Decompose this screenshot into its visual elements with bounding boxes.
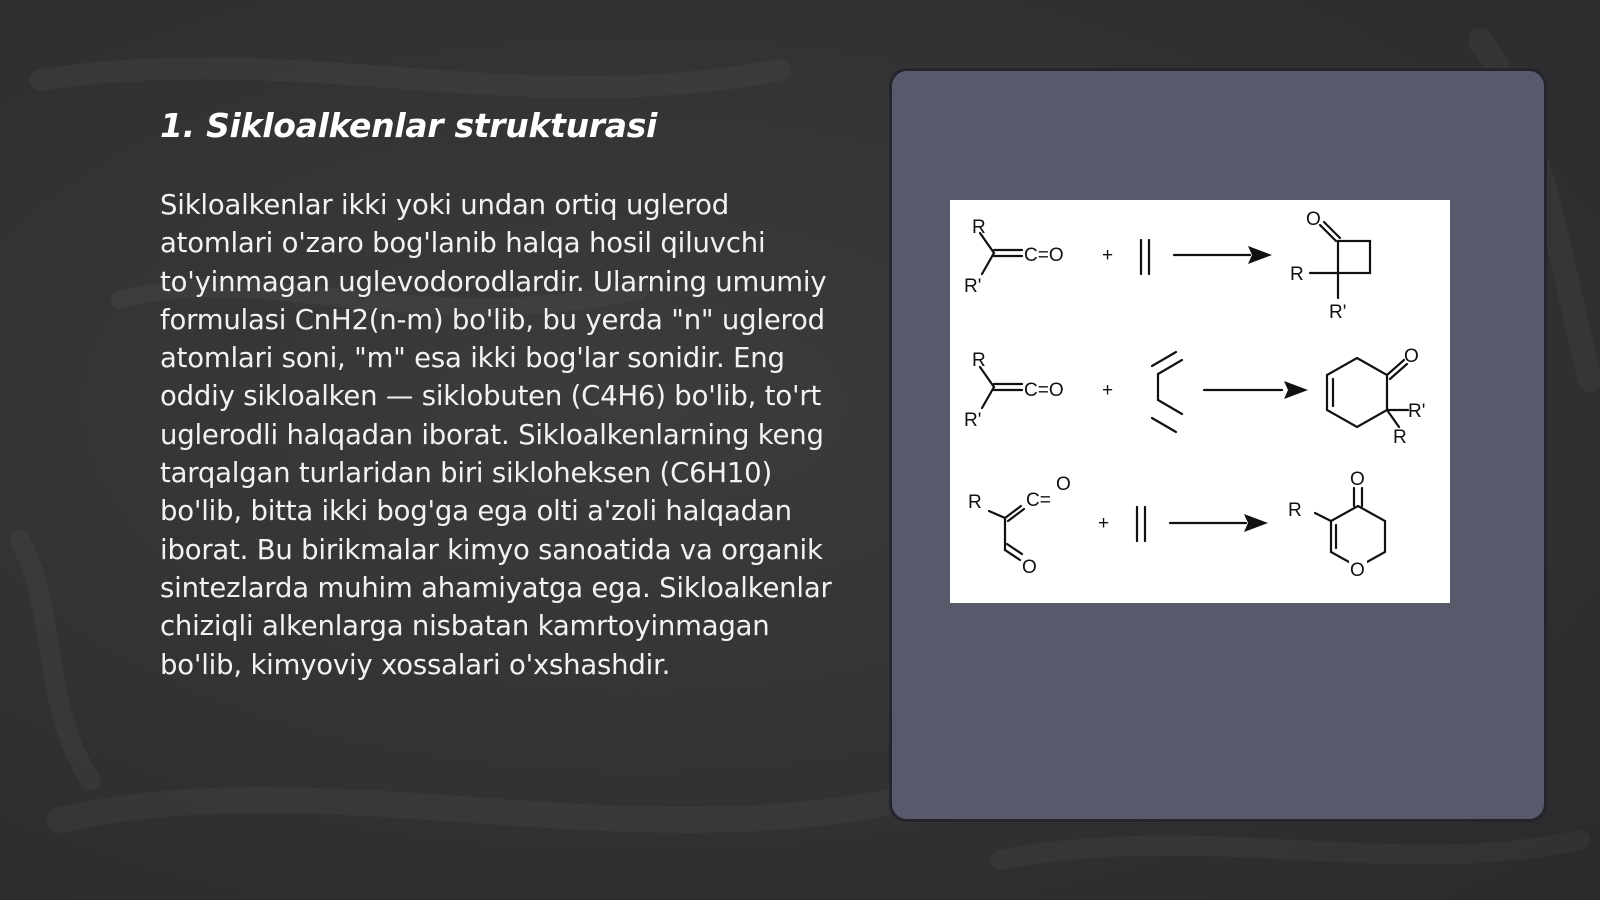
- r-label: R: [968, 492, 982, 513]
- ketene-co-label: C=O: [1024, 245, 1064, 266]
- reaction-scheme-figure: [950, 200, 1450, 603]
- plus-sign: +: [1098, 513, 1110, 534]
- ketene-o-label: O: [1056, 474, 1071, 495]
- r-label: R: [1290, 264, 1304, 285]
- r-prime-label: R': [964, 410, 982, 431]
- r-label: R: [1288, 500, 1302, 521]
- plus-sign: +: [1102, 380, 1114, 401]
- r-label: R: [972, 350, 986, 371]
- carbonyl-o-label: O: [1306, 209, 1321, 230]
- ketene-c-label: C=: [1026, 490, 1051, 511]
- ketene-co-label: C=O: [1024, 380, 1064, 401]
- carbonyl-o-label: O: [1350, 469, 1365, 490]
- aldehyde-o-label: O: [1022, 557, 1037, 578]
- r-label: R: [972, 217, 986, 238]
- body-paragraph: Sikloalkenlar ikki yoki undan ortiq uglerod atomlari o'zaro bog'lanib halqa hosil qiluvchi to'yinmagan uglevodorodlardir. Ularning umumiy formulasi CnH2(n-m) bo'lib, bu yerda "n" uglerod atomlari soni, "m" esa ikki bog'lar sonidir. Eng oddiy sikloalken — siklobuten (C4H6) bo'lib, to'rt uglerodli halqadan iborat. Sikloalkenlarning keng tarqalgan turlaridan biri sikloheksen (C6H10) bo'lib, bitta ikki bog'ga ega olti a'zoli halqadan iborat. Bu birikmalar kimyo sanoatida va organik sintezlarda muhim ahamiyatga ega. Sikloalkenlar chiziqli alkenlarga nisbatan kamrtoyinmagan bo'lib, kimyoviy xossalari o'xshashdir.: [160, 189, 832, 681]
- r-label: R: [1393, 427, 1407, 448]
- r-prime-label: R': [964, 276, 982, 297]
- ring-o-label: O: [1350, 560, 1365, 581]
- r-prime-label: R': [1408, 401, 1426, 422]
- slide-title: 1. Sikloalkenlar strukturasi: [160, 106, 658, 145]
- carbonyl-o-label: O: [1404, 346, 1419, 367]
- r-prime-label: R': [1329, 302, 1347, 323]
- plus-sign: +: [1102, 245, 1114, 266]
